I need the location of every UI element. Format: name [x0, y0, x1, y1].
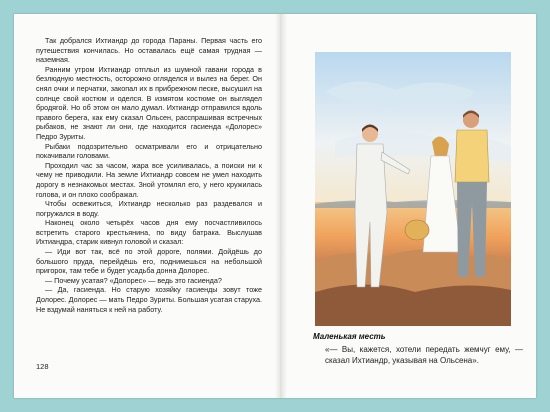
book-gutter: [275, 14, 287, 398]
paragraph: — Почему усатая? «Долорес» — ведь это гасиенда?: [45, 275, 222, 285]
paragraph: Так добрался Ихтиандр до города Параны. Первая часть его путешествия кончилась. Но оставалась ещё самая трудная — наземная.: [36, 36, 262, 65]
illustration: [315, 52, 511, 326]
paragraph: Ранним утром Ихтиандр отплыл из шумной гавани города в безлюдную местность, осторожно огляделся и вылез на берег. Он снял очки и перчатки, закопал их в прибрежном песке, высушил на солнце свой костюм и оделся. В измятом костюме он выглядел бродягой. Но об этом он мало думал. Ихтиандр отправился вдоль правого берега, как ему сказал Ольсен, расспрашивая встречных рыбаков, не знают ли они, где находится гасиенда «Долорес» Педро Зуриты.: [36, 64, 262, 141]
paragraph: Рыбаки подозрительно осматривали его и отрицательно покачивали головами.: [36, 141, 262, 161]
caption-title: Маленькая месть: [313, 332, 386, 341]
page-number: 128: [36, 362, 49, 371]
paragraph: — Да, гасиенда. Но старую хозяйку гасиенды зовут тоже Долорес. Долорес — мать Педро Зуриты. Большая усатая старуха. Не вздумай наняться к ней на работу.: [36, 285, 262, 314]
left-page-text: [36, 36, 262, 376]
book-spread: [14, 14, 536, 398]
paragraph: — Иди вот так, всё по этой дороге, полями. Дойдёшь до большого пруда, перейдёшь его, поднимешься на небольшой пригорок, там тебе и будет усадьба донна Долорес.: [36, 247, 262, 276]
caption-text: «— Вы, кажется, хотели передать жемчуг ему, — сказал Ихтиандр, указывая на Ольсена».: [325, 345, 523, 365]
man-shirt: [455, 130, 489, 182]
paragraph: Чтобы освежиться, Ихтиандр несколько раз раздевался и погружался в воду.: [36, 199, 262, 218]
paragraph: Наконец около четырёх часов дня ему посчастливилось встретить старого крестьянина, по виду батрака. Выслушав Ихтиандра, старик кивнул головой и сказал:: [36, 218, 262, 247]
straw-hat: [405, 220, 429, 240]
illustration-svg: [315, 52, 511, 326]
paragraph: Проходил час за часом, жара все усиливалась, а поиски ни к чему не приводили. На земле Ихтиандр совсем не умел находить дорогу в незнакомых местах. Зной утомлял его, у него кружилась голова, и он плохо соображал.: [36, 160, 262, 199]
